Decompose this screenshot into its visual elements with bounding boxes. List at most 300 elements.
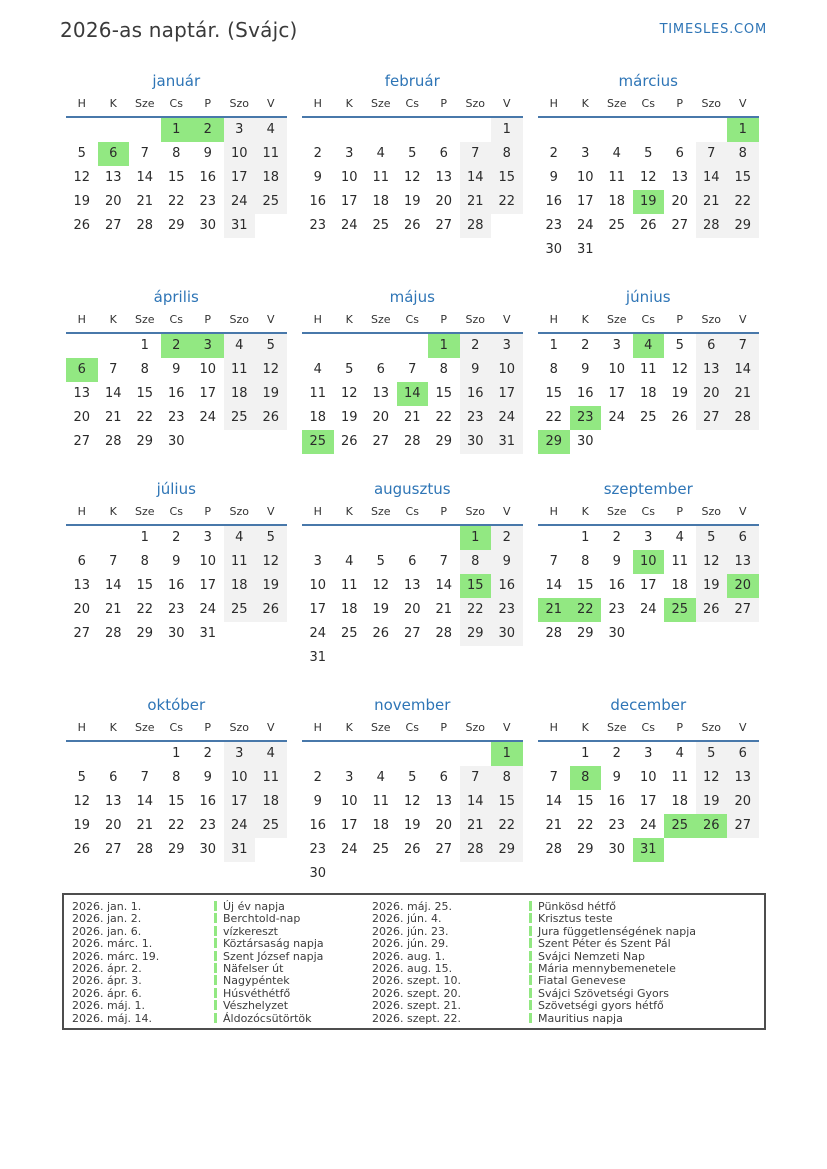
- week-row: [302, 526, 523, 550]
- day-cell: 12: [73, 170, 91, 185]
- day-cell: 8: [172, 146, 181, 161]
- holiday-marker-icon: [529, 926, 532, 936]
- empty-day-cell: [696, 838, 728, 862]
- week-row: [66, 790, 287, 814]
- weekday-header: Cs: [405, 505, 419, 518]
- page-title: 2026-as naptár. (Svájc): [60, 18, 298, 42]
- holiday-name: Köztársaság napja: [214, 938, 372, 950]
- empty-day-cell: [570, 118, 602, 142]
- day-cell: 28: [727, 406, 759, 430]
- day-cell: 11: [372, 170, 390, 185]
- empty-day-cell: [397, 862, 429, 886]
- holiday-date: 2026. ápr. 2.: [72, 961, 142, 975]
- day-cell: 27: [696, 406, 728, 430]
- day-cell: 12: [403, 794, 421, 809]
- day-cell: 5: [255, 526, 287, 550]
- day-cell: 12: [696, 766, 728, 790]
- holiday-date: 2026. máj. 25.: [372, 900, 452, 913]
- week-row: [538, 142, 759, 166]
- day-cell: 11: [255, 766, 287, 790]
- day-cell: 22: [576, 818, 594, 833]
- day-cell: 18: [255, 166, 287, 190]
- holiday-marker-icon: [214, 975, 217, 985]
- empty-day-cell: [428, 862, 460, 886]
- weekday-header: V: [502, 505, 511, 518]
- month-block: [66, 694, 287, 862]
- holiday-marker-icon: [214, 913, 217, 923]
- holiday-date: 2026. máj. 1.: [72, 999, 145, 1013]
- weekday-header: Sze: [370, 97, 391, 110]
- day-cell: 13: [671, 170, 689, 185]
- day-cell: 30: [608, 626, 626, 641]
- day-cell: 1: [140, 338, 149, 353]
- week-row: [66, 766, 287, 790]
- holiday-name: Új év napja: [214, 901, 372, 913]
- empty-day-cell: [365, 862, 397, 886]
- day-cell: 2: [203, 746, 212, 761]
- empty-day-cell: [428, 118, 460, 142]
- day-cell: 7: [549, 770, 558, 785]
- day-cell: 1: [581, 530, 590, 545]
- weekday-header: V: [738, 505, 747, 518]
- day-cell: 21: [460, 190, 492, 214]
- empty-day-cell: [538, 742, 570, 766]
- day-cell: 8: [549, 362, 558, 377]
- day-cell: 6: [109, 770, 118, 785]
- day-cell: 11: [372, 794, 390, 809]
- day-cell: 29: [491, 838, 523, 862]
- day-cell: 27: [727, 814, 759, 838]
- day-cell: 16: [491, 574, 523, 598]
- day-cell: 10: [340, 170, 358, 185]
- day-cell: 2: [192, 118, 224, 142]
- weekday-header-row: [66, 502, 287, 526]
- empty-day-cell: [334, 118, 366, 142]
- empty-day-cell: [365, 118, 397, 142]
- day-cell: 20: [435, 818, 453, 833]
- day-cell: 13: [403, 578, 421, 593]
- day-cell: 23: [608, 602, 626, 617]
- day-cell: 13: [73, 386, 91, 401]
- day-cell: 30: [545, 242, 563, 257]
- day-cell: 4: [224, 526, 256, 550]
- holiday-date: 2026. szept. 20.: [372, 986, 462, 1000]
- day-cell: 23: [608, 818, 626, 833]
- day-cell: 26: [372, 626, 390, 641]
- day-cell: 5: [376, 554, 385, 569]
- week-row: [66, 574, 287, 598]
- weekday-header: Szo: [229, 313, 249, 326]
- day-cell: 7: [109, 362, 118, 377]
- week-row: [538, 742, 759, 766]
- week-row: [538, 550, 759, 574]
- month-block: [302, 478, 523, 670]
- holiday-date: 2026. szept. 22.: [372, 1011, 462, 1025]
- weekday-header: Szo: [701, 505, 721, 518]
- weekday-header-row: [302, 502, 523, 526]
- holiday-marker-icon: [529, 975, 532, 985]
- day-cell: 2: [172, 530, 181, 545]
- month-block: [538, 70, 759, 262]
- day-cell: 22: [136, 410, 154, 425]
- weekday-header: H: [549, 97, 558, 110]
- empty-day-cell: [633, 118, 665, 142]
- day-cell: 18: [309, 410, 327, 425]
- weekday-header: K: [345, 313, 353, 326]
- day-cell: 31: [491, 430, 523, 454]
- day-cell: 27: [104, 842, 122, 857]
- weekday-header: H: [77, 97, 86, 110]
- day-cell: 5: [408, 770, 417, 785]
- day-cell: 16: [309, 194, 327, 209]
- day-cell: 18: [671, 794, 689, 809]
- week-row: [302, 646, 523, 670]
- day-cell: 9: [581, 362, 590, 377]
- day-cell: 26: [340, 434, 358, 449]
- day-cell: 13: [727, 766, 759, 790]
- day-cell: 13: [372, 386, 390, 401]
- empty-day-cell: [66, 742, 98, 766]
- week-row: [538, 574, 759, 598]
- day-cell: 3: [192, 334, 224, 358]
- day-cell: 18: [340, 602, 358, 617]
- day-cell: 18: [224, 574, 256, 598]
- day-cell: 18: [255, 790, 287, 814]
- legend-row: [72, 1013, 764, 1025]
- weekday-header: Sze: [370, 721, 391, 734]
- empty-day-cell: [397, 646, 429, 670]
- day-cell: 25: [664, 598, 696, 622]
- day-cell: 20: [104, 818, 122, 833]
- day-cell: 9: [549, 170, 558, 185]
- day-cell: 4: [313, 362, 322, 377]
- holiday-date: 2026. jan. 1.: [72, 900, 142, 913]
- day-cell: 23: [199, 194, 217, 209]
- day-cell: 11: [639, 362, 657, 377]
- day-cell: 10: [199, 362, 217, 377]
- empty-day-cell: [365, 742, 397, 766]
- week-row: [538, 406, 759, 430]
- empty-day-cell: [334, 862, 366, 886]
- weekday-header: P: [204, 505, 212, 518]
- day-cell: 14: [136, 170, 154, 185]
- empty-day-cell: [302, 526, 334, 550]
- month-block: [302, 70, 523, 238]
- day-cell: 28: [460, 838, 492, 862]
- week-row: [302, 550, 523, 574]
- day-cell: 27: [403, 626, 421, 641]
- day-cell: 26: [639, 218, 657, 233]
- day-cell: 17: [340, 818, 358, 833]
- weekday-header: H: [549, 505, 558, 518]
- day-cell: 27: [435, 218, 453, 233]
- empty-day-cell: [98, 334, 130, 358]
- day-cell: 28: [403, 434, 421, 449]
- weekday-header: Szo: [465, 313, 485, 326]
- day-cell: 28: [136, 842, 154, 857]
- holiday-date: 2026. márc. 19.: [72, 949, 160, 963]
- empty-day-cell: [696, 238, 728, 262]
- empty-day-cell: [491, 214, 523, 238]
- day-cell: 2: [549, 146, 558, 161]
- day-cell: 15: [576, 794, 594, 809]
- day-cell: 25: [224, 598, 256, 622]
- weekday-header-row: [302, 310, 523, 334]
- empty-day-cell: [98, 118, 130, 142]
- weekday-header-row: [538, 94, 759, 118]
- day-cell: 24: [639, 818, 657, 833]
- day-cell: 11: [255, 142, 287, 166]
- weekday-header: Sze: [606, 97, 627, 110]
- day-cell: 9: [491, 550, 523, 574]
- holiday-date: 2026. jún. 29.: [372, 937, 449, 951]
- day-cell: 7: [408, 362, 417, 377]
- day-cell: 7: [460, 766, 492, 790]
- weekday-header: K: [109, 313, 117, 326]
- empty-day-cell: [224, 430, 256, 454]
- day-cell: 31: [633, 838, 665, 862]
- legend-row: [72, 1000, 764, 1012]
- day-cell: 11: [671, 554, 689, 569]
- day-cell: 12: [255, 358, 287, 382]
- month-block: [302, 694, 523, 886]
- day-cell: 6: [439, 146, 448, 161]
- empty-day-cell: [397, 526, 429, 550]
- week-row: [66, 838, 287, 862]
- day-cell: 4: [675, 746, 684, 761]
- weekday-header: V: [266, 505, 275, 518]
- day-cell: 7: [140, 146, 149, 161]
- weekday-header: Cs: [169, 721, 183, 734]
- holiday-date: 2026. szept. 10.: [372, 974, 462, 988]
- day-cell: 28: [696, 214, 728, 238]
- empty-day-cell: [727, 622, 759, 646]
- day-cell: 15: [136, 578, 154, 593]
- day-cell: 7: [727, 334, 759, 358]
- day-cell: 1: [460, 526, 492, 550]
- day-cell: 2: [313, 770, 322, 785]
- weekday-header: P: [676, 505, 684, 518]
- empty-day-cell: [66, 118, 98, 142]
- day-cell: 3: [345, 770, 354, 785]
- day-cell: 5: [408, 146, 417, 161]
- day-cell: 19: [73, 818, 91, 833]
- day-cell: 26: [255, 598, 287, 622]
- holiday-marker-icon: [529, 913, 532, 923]
- day-cell: 13: [696, 358, 728, 382]
- day-cell: 10: [224, 142, 256, 166]
- week-row: [302, 838, 523, 862]
- day-cell: 10: [576, 170, 594, 185]
- week-row: [66, 214, 287, 238]
- holiday-name: Jura függetlenségének napja: [529, 926, 764, 938]
- week-row: [302, 766, 523, 790]
- empty-day-cell: [633, 238, 665, 262]
- timesles-link[interactable]: TIMESLES.COM: [659, 22, 767, 37]
- week-row: [66, 550, 287, 574]
- week-row: [538, 334, 759, 358]
- weekday-header-row: [66, 310, 287, 334]
- day-cell: 19: [372, 602, 390, 617]
- month-title: június: [625, 288, 671, 306]
- weekday-header: Sze: [134, 721, 155, 734]
- holiday-marker-icon: [529, 951, 532, 961]
- day-cell: 6: [408, 554, 417, 569]
- day-cell: 24: [340, 218, 358, 233]
- day-cell: 8: [439, 362, 448, 377]
- holiday-name: Fiatal Genevese: [529, 975, 764, 987]
- empty-day-cell: [428, 742, 460, 766]
- day-cell: 25: [372, 842, 390, 857]
- month-title: október: [147, 696, 206, 714]
- day-cell: 1: [172, 746, 181, 761]
- month-title: november: [374, 696, 451, 714]
- holiday-date: 2026. máj. 14.: [72, 1011, 152, 1025]
- day-cell: 25: [302, 430, 334, 454]
- week-row: [66, 406, 287, 430]
- holiday-marker-icon: [214, 1000, 217, 1010]
- day-cell: 24: [576, 218, 594, 233]
- empty-day-cell: [334, 526, 366, 550]
- day-cell: 28: [545, 626, 563, 641]
- day-cell: 9: [203, 770, 212, 785]
- weekday-header: Cs: [641, 313, 655, 326]
- holiday-date: 2026. aug. 15.: [372, 961, 453, 975]
- day-cell: 12: [639, 170, 657, 185]
- week-row: [66, 742, 287, 766]
- day-cell: 9: [172, 362, 181, 377]
- holiday-date: 2026. márc. 1.: [72, 937, 153, 951]
- day-cell: 16: [545, 194, 563, 209]
- holiday-marker-icon: [214, 963, 217, 973]
- day-cell: 18: [639, 386, 657, 401]
- day-cell: 1: [549, 338, 558, 353]
- empty-day-cell: [66, 334, 98, 358]
- day-cell: 17: [491, 382, 523, 406]
- weekday-header: H: [77, 313, 86, 326]
- day-cell: 16: [167, 386, 185, 401]
- empty-day-cell: [601, 118, 633, 142]
- day-cell: 31: [224, 838, 256, 862]
- day-cell: 4: [675, 530, 684, 545]
- day-cell: 24: [199, 602, 217, 617]
- holiday-legend: [62, 893, 766, 1030]
- day-cell: 29: [435, 434, 453, 449]
- empty-day-cell: [491, 646, 523, 670]
- week-row: [66, 190, 287, 214]
- weekday-header: H: [549, 313, 558, 326]
- weekday-header: K: [581, 97, 589, 110]
- weekday-header: K: [581, 313, 589, 326]
- day-cell: 15: [167, 794, 185, 809]
- holiday-marker-icon: [529, 901, 532, 911]
- day-cell: 20: [73, 602, 91, 617]
- holiday-name: Krisztus teste: [529, 913, 764, 925]
- empty-day-cell: [664, 622, 696, 646]
- week-row: [538, 790, 759, 814]
- day-cell: 23: [167, 602, 185, 617]
- holiday-name: Mauritius napja: [529, 1013, 764, 1025]
- day-cell: 19: [696, 790, 728, 814]
- week-row: [302, 382, 523, 406]
- day-cell: 21: [104, 410, 122, 425]
- day-cell: 18: [608, 194, 626, 209]
- empty-day-cell: [397, 742, 429, 766]
- week-row: [302, 406, 523, 430]
- week-row: [302, 790, 523, 814]
- day-cell: 13: [104, 794, 122, 809]
- day-cell: 14: [397, 382, 429, 406]
- day-cell: 16: [608, 794, 626, 809]
- day-cell: 5: [345, 362, 354, 377]
- week-row: [302, 166, 523, 190]
- weekday-header: V: [266, 313, 275, 326]
- day-cell: 22: [491, 814, 523, 838]
- holiday-date: 2026. ápr. 6.: [72, 986, 142, 1000]
- day-cell: 26: [671, 410, 689, 425]
- holiday-date: 2026. ápr. 3.: [72, 974, 142, 988]
- weekday-header: P: [440, 97, 448, 110]
- day-cell: 18: [671, 578, 689, 593]
- day-cell: 16: [167, 578, 185, 593]
- day-cell: 12: [73, 794, 91, 809]
- month-block: [66, 70, 287, 238]
- weekday-header: V: [266, 721, 275, 734]
- day-cell: 30: [199, 218, 217, 233]
- day-cell: 19: [255, 574, 287, 598]
- day-cell: 10: [309, 578, 327, 593]
- week-row: [538, 622, 759, 646]
- day-cell: 4: [612, 146, 621, 161]
- day-cell: 20: [104, 194, 122, 209]
- day-cell: 5: [255, 334, 287, 358]
- day-cell: 29: [136, 434, 154, 449]
- day-cell: 15: [545, 386, 563, 401]
- day-cell: 21: [545, 818, 563, 833]
- day-cell: 3: [313, 554, 322, 569]
- day-cell: 27: [435, 842, 453, 857]
- day-cell: 21: [435, 602, 453, 617]
- weekday-header: H: [77, 721, 86, 734]
- day-cell: 22: [570, 598, 602, 622]
- empty-day-cell: [397, 334, 429, 358]
- week-row: [538, 190, 759, 214]
- weekday-header: V: [502, 97, 511, 110]
- day-cell: 16: [199, 794, 217, 809]
- day-cell: 10: [639, 770, 657, 785]
- day-cell: 11: [340, 578, 358, 593]
- day-cell: 30: [199, 842, 217, 857]
- week-row: [66, 142, 287, 166]
- day-cell: 6: [439, 770, 448, 785]
- month-title: augusztus: [373, 480, 451, 498]
- day-cell: 20: [73, 410, 91, 425]
- day-cell: 19: [671, 386, 689, 401]
- day-cell: 21: [696, 190, 728, 214]
- day-cell: 6: [98, 142, 130, 166]
- day-cell: 4: [255, 118, 287, 142]
- day-cell: 27: [104, 218, 122, 233]
- day-cell: 17: [199, 386, 217, 401]
- empty-day-cell: [664, 118, 696, 142]
- day-cell: 4: [255, 742, 287, 766]
- day-cell: 26: [403, 218, 421, 233]
- week-row: [66, 166, 287, 190]
- day-cell: 15: [136, 386, 154, 401]
- day-cell: 24: [340, 842, 358, 857]
- week-row: [66, 118, 287, 142]
- day-cell: 28: [136, 218, 154, 233]
